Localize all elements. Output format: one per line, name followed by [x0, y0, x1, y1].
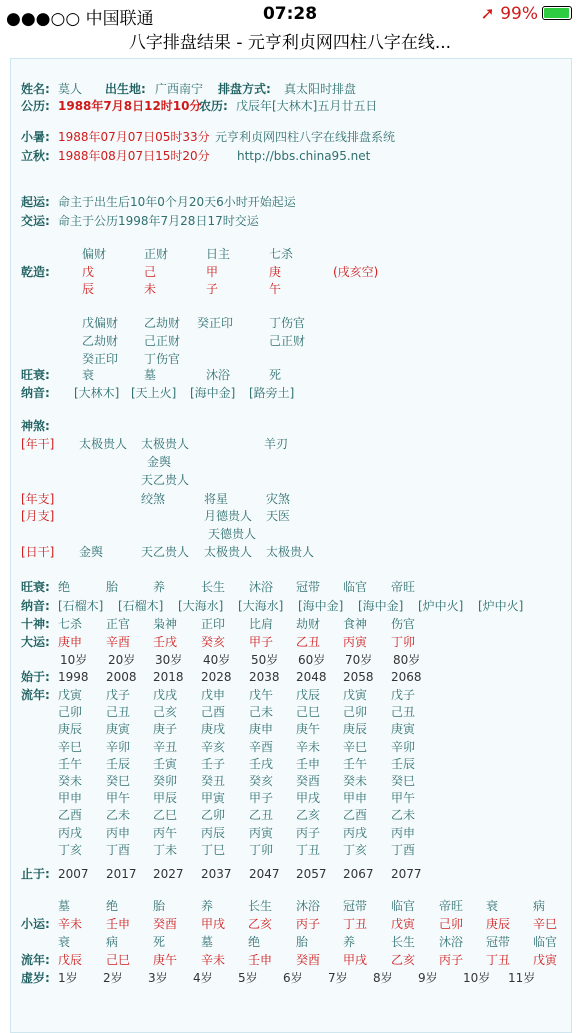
- xiaoyun-label: 小运:: [21, 917, 50, 931]
- birthplace-value: 广西南宁: [155, 82, 204, 96]
- zhi-cell: 子: [206, 282, 219, 296]
- liunian-cell: 壬申: [296, 756, 321, 771]
- dayun-end-cell: 2047: [249, 867, 280, 881]
- dayun-age-cell: 30岁: [155, 653, 183, 667]
- dayun-wangshuai-cell: 绝: [58, 580, 71, 594]
- method-value: 真太阳时排盘: [284, 82, 357, 96]
- liunian-cell: 辛酉: [249, 739, 274, 754]
- shensha-cell: 天医: [266, 509, 291, 523]
- wangshuai-cell: 衰: [82, 368, 95, 382]
- xiaoyun-cell: 庚辰: [486, 917, 511, 931]
- dayun-age-cell: 40岁: [203, 653, 231, 667]
- liunian-cell: 甲申: [58, 791, 83, 806]
- shishen-cell: 偏财: [82, 247, 107, 261]
- liunian-cell: 癸未: [343, 774, 368, 788]
- liunian-cell: 丙辰: [201, 825, 226, 840]
- location-arrow-icon: ➚: [480, 4, 495, 24]
- method-label: 排盘方式:: [218, 82, 271, 96]
- solar-value: 1988年7月8日12时10分: [58, 99, 202, 113]
- dayun-nayin-cell: [石榴木]: [58, 599, 104, 613]
- liunian-cell: 乙酉: [343, 808, 368, 823]
- liunian-cell: 丙子: [296, 825, 321, 840]
- xiaoyun-mid-cell: 绝: [248, 935, 261, 949]
- xiaoyun-top-cell: 绝: [106, 899, 119, 913]
- liunian-cell: 癸酉: [296, 774, 321, 788]
- liunian-cell: 乙未: [391, 808, 416, 823]
- xiaoyun-cell: 辛巳: [533, 917, 558, 931]
- liunian-cell: 丁亥: [58, 842, 83, 857]
- nayin-cell: [大林木]: [74, 386, 120, 400]
- liunian-cell: 庚戌: [201, 722, 226, 737]
- shensha-cell: 金舆: [79, 545, 104, 559]
- liunian-cell: 丙戌: [343, 825, 368, 840]
- shishen-cell: 七杀: [269, 247, 294, 261]
- liunian-cell: 甲申: [343, 791, 368, 806]
- nav-title: 八字排盘结果 - 元亨利贞网四柱八字在线...: [128, 33, 452, 53]
- liunian-cell: 己巳: [296, 705, 321, 720]
- xiaoyun-liunian-cell: 丁丑: [486, 953, 511, 967]
- xiaoyun-top-cell: 冠带: [343, 899, 368, 913]
- liunian-cell: 戊辰: [296, 688, 321, 702]
- dayun-cell: 丁卯: [391, 635, 416, 649]
- site-name: 元亨利贞网四柱八字在线排盘系统: [215, 130, 396, 144]
- dayun-end-cell: 2007: [58, 867, 89, 881]
- xiaoyun-mid-cell: 沐浴: [439, 935, 464, 949]
- zhi-cell: 未: [144, 282, 157, 296]
- dayun-start-cell: 2028: [201, 670, 232, 684]
- xiaoyun-top-cell: 帝旺: [439, 899, 464, 913]
- name-label: 姓名:: [21, 82, 50, 96]
- liunian-cell: 庚寅: [391, 722, 416, 737]
- battery-icon: [542, 6, 572, 20]
- xiaoyun-mid-cell: 冠带: [486, 935, 511, 949]
- liunian-cell: 乙巳: [153, 808, 178, 823]
- name-value: 莫人: [58, 82, 83, 96]
- xiaoyun-cell: 辛未: [58, 917, 83, 931]
- nayin-label: 纳音:: [21, 386, 50, 400]
- xiaoyun-liunian-cell: 辛未: [201, 953, 226, 967]
- dayun-start-label: 始于:: [21, 670, 50, 684]
- liunian-cell: 乙酉: [58, 808, 83, 823]
- xiaoyun-cell: 丙子: [296, 917, 321, 931]
- liunian-cell: 己亥: [153, 705, 178, 720]
- xiaoyun-age-label: 虚岁:: [21, 971, 50, 985]
- nayin-cell: [天上火]: [131, 386, 177, 400]
- result-panel: [10, 58, 572, 1033]
- battery-percent: 99%: [500, 4, 538, 24]
- xiaoyun-age-cell: 10岁: [463, 971, 491, 985]
- liunian-cell: 丁丑: [296, 842, 321, 857]
- xiaoyun-top-cell: 胎: [153, 899, 166, 913]
- xiaoyun-cell: 丁丑: [343, 917, 368, 931]
- liunian-cell: 庚子: [153, 722, 178, 737]
- xiaoyun-mid-cell: 衰: [58, 935, 71, 949]
- dayun-start-cell: 2018: [153, 670, 184, 684]
- liunian-cell: 辛丑: [153, 739, 178, 754]
- liunian-cell: 癸巳: [391, 774, 416, 788]
- xiaoyun-mid-cell: 养: [343, 935, 356, 949]
- dayun-cell: 庚申: [58, 635, 83, 649]
- dayun-liunian-label: 流年:: [21, 688, 50, 702]
- dayun-wangshuai-cell: 临官: [343, 580, 368, 594]
- canggan-cell: 己正财: [269, 334, 306, 348]
- liunian-cell: 辛卯: [391, 739, 416, 754]
- zhi-cell: 辰: [82, 282, 95, 296]
- liunian-cell: 甲午: [391, 791, 416, 806]
- shishen-cell: 正财: [144, 247, 169, 261]
- liunian-cell: 己丑: [106, 705, 131, 720]
- dayun-wangshuai-cell: 沐浴: [249, 580, 274, 594]
- liunian-cell: 辛巳: [58, 739, 83, 754]
- status-time: 07:28: [262, 4, 318, 24]
- xiaoyun-age-cell: 7岁: [328, 971, 348, 985]
- dayun-wangshuai-cell: 养: [153, 580, 166, 594]
- liunian-cell: 乙亥: [296, 808, 321, 823]
- xiaoyun-cell: 戊寅: [391, 917, 416, 931]
- xiaoyun-liunian-cell: 甲戌: [343, 953, 368, 967]
- canggan-cell: 乙劫财: [82, 334, 119, 348]
- canggan-cell: 己正财: [144, 334, 181, 348]
- liunian-cell: 庚申: [249, 722, 274, 737]
- shensha-row-label: [日干]: [21, 545, 55, 559]
- liunian-cell: 己酉: [201, 705, 226, 720]
- jiaoyun-label: 交运:: [21, 214, 50, 228]
- liunian-cell: 癸丑: [201, 774, 226, 788]
- qiyun-label: 起运:: [21, 195, 50, 209]
- dayun-start-cell: 2048: [296, 670, 327, 684]
- liunian-cell: 丙戌: [58, 825, 83, 840]
- xiaoyun-top-cell: 养: [201, 899, 214, 913]
- shensha-cell: 金舆: [147, 455, 172, 469]
- liunian-cell: 甲辰: [153, 791, 178, 806]
- shensha-row-label: [月支]: [21, 509, 55, 523]
- liunian-cell: 丁酉: [391, 842, 416, 857]
- liunian-cell: 己卯: [58, 705, 83, 720]
- liunian-cell: 乙丑: [249, 808, 274, 823]
- lunar-label: 农历:: [199, 99, 228, 113]
- dayun-cell: 壬戌: [153, 635, 178, 649]
- liunian-cell: 丙午: [153, 825, 178, 840]
- liunian-cell: 丙申: [391, 825, 416, 840]
- liunian-cell: 丁巳: [201, 842, 226, 857]
- liunian-cell: 甲子: [249, 791, 274, 806]
- liunian-cell: 壬戌: [249, 756, 274, 771]
- liunian-cell: 丁亥: [343, 842, 368, 857]
- xiaoyun-top-cell: 衰: [486, 899, 499, 913]
- shensha-cell: 天乙贵人: [141, 473, 190, 487]
- lunar-value: 戊辰年[大林木]五月廿五日: [236, 99, 378, 113]
- canggan-cell: 戊偏财: [82, 316, 119, 330]
- dayun-shishen-cell: 正印: [201, 617, 226, 631]
- xiaoyun-liunian-cell: 癸酉: [296, 953, 321, 967]
- dayun-nayin-cell: [海中金]: [298, 599, 344, 613]
- shensha-label: 神煞:: [21, 419, 50, 433]
- liunian-cell: 戊午: [249, 688, 274, 702]
- dayun-label: 大运:: [21, 635, 50, 649]
- liunian-cell: 辛亥: [201, 739, 226, 754]
- jiaoyun-value: 命主于公历1998年7月28日17时交运: [58, 214, 259, 228]
- liunian-cell: 丁酉: [106, 842, 131, 857]
- xiaoyun-liunian-cell: 戊辰: [58, 953, 83, 967]
- dayun-end-label: 止于:: [21, 867, 50, 881]
- gan-cell: 戊: [82, 265, 95, 279]
- shensha-row-label: [年支]: [21, 492, 55, 506]
- liunian-cell: 己未: [249, 705, 274, 720]
- xiaoyun-age-cell: 5岁: [238, 971, 258, 985]
- dayun-shishen-cell: 劫财: [296, 617, 321, 631]
- status-right: [481, 4, 572, 24]
- shensha-cell: 太极贵人: [204, 545, 253, 559]
- shensha-cell: 将星: [204, 492, 229, 506]
- dayun-cell: 辛酉: [106, 635, 131, 649]
- dayun-end-cell: 2057: [296, 867, 327, 881]
- wangshuai-cell: 沐浴: [206, 368, 231, 382]
- liunian-cell: 戊戌: [153, 688, 178, 702]
- liunian-cell: 丁卯: [249, 842, 274, 857]
- shensha-cell: 绞煞: [141, 492, 166, 506]
- liunian-cell: 戊子: [391, 688, 416, 702]
- xiaoyun-liunian-cell: 乙亥: [391, 953, 416, 967]
- dayun-start-cell: 2068: [391, 670, 422, 684]
- xiaoyun-liunian-cell: 壬申: [248, 953, 273, 967]
- shishen-cell: 日主: [206, 247, 231, 261]
- dayun-start-cell: 2008: [106, 670, 137, 684]
- shensha-cell: 灾煞: [266, 492, 291, 506]
- gan-cell: 庚: [269, 265, 282, 279]
- dayun-age-cell: 20岁: [108, 653, 136, 667]
- xiaoshu-label: 小暑:: [21, 130, 50, 144]
- xiaoyun-age-cell: 6岁: [283, 971, 303, 985]
- birthplace-label: 出生地:: [105, 82, 146, 96]
- xiaoyun-top-cell: 沐浴: [296, 899, 321, 913]
- dayun-nayin-label: 纳音:: [21, 599, 50, 613]
- canggan-cell: 丁伤官: [144, 352, 181, 366]
- liunian-cell: 壬子: [201, 756, 226, 771]
- xiaoyun-age-cell: 3岁: [148, 971, 168, 985]
- dayun-shishen-cell: 比肩: [249, 617, 274, 631]
- xiaoyun-cell: 乙亥: [248, 917, 273, 931]
- shensha-cell: 太极贵人: [266, 545, 315, 559]
- qianzao-label: 乾造:: [21, 265, 50, 279]
- gan-cell: 甲: [206, 265, 219, 279]
- liunian-cell: 庚午: [296, 722, 321, 737]
- dayun-age-cell: 70岁: [345, 653, 373, 667]
- liunian-cell: 癸亥: [249, 774, 274, 788]
- dayun-wangshuai-cell: 长生: [201, 580, 226, 594]
- liunian-cell: 辛未: [296, 739, 321, 754]
- liunian-cell: 甲戌: [296, 791, 321, 806]
- shensha-row-label: [年干]: [21, 437, 55, 451]
- wangshuai-cell: 墓: [144, 368, 157, 382]
- dayun-shishen-cell: 食神: [343, 617, 368, 631]
- liunian-cell: 乙未: [106, 808, 131, 823]
- xiaoyun-top-cell: 病: [533, 899, 546, 913]
- dayun-end-cell: 2077: [391, 867, 422, 881]
- dayun-shishen-cell: 七杀: [58, 617, 83, 631]
- shensha-cell: 羊刃: [264, 437, 289, 451]
- canggan-cell: 癸正印: [197, 316, 234, 330]
- shensha-cell: 月德贵人: [204, 509, 253, 523]
- liunian-cell: 庚寅: [106, 722, 131, 737]
- xiaoyun-top-cell: 墓: [58, 899, 71, 913]
- liunian-cell: 丙寅: [249, 825, 274, 840]
- status-bar: [0, 0, 580, 28]
- dayun-cell: 癸亥: [201, 635, 226, 649]
- xiaoyun-liunian-cell: 己巳: [106, 953, 131, 967]
- dayun-shishen-cell: 正官: [106, 617, 131, 631]
- xiaoyun-age-cell: 4岁: [193, 971, 213, 985]
- liunian-cell: 壬午: [343, 756, 368, 771]
- shensha-cell: 太极贵人: [141, 437, 190, 451]
- dayun-age-cell: 60岁: [298, 653, 326, 667]
- dayun-end-cell: 2027: [153, 867, 184, 881]
- xiaoyun-mid-cell: 死: [153, 935, 166, 949]
- wangshuai-cell: 死: [269, 368, 282, 382]
- kong-value: (戌亥空): [333, 265, 379, 279]
- dayun-age-cell: 10岁: [60, 653, 88, 667]
- canggan-cell: 乙劫财: [144, 316, 181, 330]
- nayin-cell: [海中金]: [190, 386, 236, 400]
- liunian-cell: 乙卯: [201, 808, 226, 823]
- carrier-signal: ●●●○○ 中国联通: [6, 9, 154, 29]
- dayun-age-cell: 50岁: [251, 653, 279, 667]
- dayun-nayin-cell: [炉中火]: [418, 599, 464, 613]
- liqiu-value: 1988年08月07日15时20分: [58, 149, 210, 163]
- liunian-cell: 壬午: [58, 756, 83, 771]
- dayun-age-cell: 80岁: [393, 653, 421, 667]
- liunian-cell: 丁未: [153, 842, 178, 857]
- dayun-nayin-cell: [大海水]: [238, 599, 284, 613]
- liunian-cell: 庚辰: [343, 722, 368, 737]
- dayun-nayin-cell: [石榴木]: [118, 599, 164, 613]
- dayun-shishen-cell: 枭神: [153, 617, 178, 631]
- liunian-cell: 戊寅: [58, 688, 83, 702]
- dayun-start-cell: 2058: [343, 670, 374, 684]
- dayun-cell: 乙丑: [296, 635, 321, 649]
- xiaoyun-top-cell: 临官: [391, 899, 416, 913]
- dayun-end-cell: 2017: [106, 867, 137, 881]
- xiaoyun-cell: 甲戌: [201, 917, 226, 931]
- liqiu-label: 立秋:: [21, 149, 50, 163]
- xiaoyun-mid-cell: 胎: [296, 935, 309, 949]
- liunian-cell: 辛卯: [106, 739, 131, 754]
- liunian-cell: 戊子: [106, 688, 131, 702]
- shensha-cell: 天德贵人: [208, 527, 257, 541]
- xiaoyun-age-cell: 1岁: [58, 971, 78, 985]
- dayun-nayin-cell: [大海水]: [178, 599, 224, 613]
- xiaoyun-age-cell: 2岁: [103, 971, 123, 985]
- xiaoyun-age-cell: 9岁: [418, 971, 438, 985]
- liunian-cell: 己丑: [391, 705, 416, 720]
- liunian-cell: 丙申: [106, 825, 131, 840]
- xiaoyun-cell: 壬申: [106, 917, 131, 931]
- dayun-shishen-cell: 伤官: [391, 617, 416, 631]
- qiyun-value: 命主于出生后10年0个月20天6小时开始起运: [58, 195, 296, 209]
- wangshuai-label: 旺衰:: [21, 368, 50, 382]
- xiaoyun-liunian-cell: 戊寅: [533, 953, 558, 967]
- xiaoshu-value: 1988年07月07日05时33分: [58, 130, 210, 144]
- gan-cell: 己: [144, 265, 157, 279]
- dayun-shishen-label: 十神:: [21, 617, 50, 631]
- dayun-wangshuai-cell: 帝旺: [391, 580, 416, 594]
- dayun-wangshuai-cell: 冠带: [296, 580, 321, 594]
- liunian-cell: 甲寅: [201, 791, 226, 806]
- dayun-end-cell: 2067: [343, 867, 374, 881]
- dayun-start-cell: 2038: [249, 670, 280, 684]
- canggan-cell: 丁伤官: [269, 316, 306, 330]
- xiaoyun-top-cell: 长生: [248, 899, 273, 913]
- xiaoyun-liunian-label: 流年:: [21, 953, 50, 967]
- xiaoyun-age-cell: 8岁: [373, 971, 393, 985]
- dayun-nayin-cell: [炉中火]: [478, 599, 524, 613]
- xiaoyun-liunian-cell: 庚午: [153, 953, 178, 967]
- liunian-cell: 壬辰: [391, 756, 416, 771]
- xiaoyun-mid-cell: 临官: [533, 935, 558, 949]
- xiaoyun-mid-cell: 病: [106, 935, 119, 949]
- dayun-nayin-cell: [海中金]: [358, 599, 404, 613]
- liunian-cell: 甲午: [106, 791, 131, 806]
- liunian-cell: 壬寅: [153, 756, 178, 771]
- xiaoyun-mid-cell: 长生: [391, 935, 416, 949]
- shensha-cell: 天乙贵人: [141, 545, 190, 559]
- xiaoyun-cell: 己卯: [439, 917, 464, 931]
- xiaoyun-mid-cell: 墓: [201, 935, 214, 949]
- liunian-cell: 癸未: [58, 774, 83, 788]
- liunian-cell: 癸巳: [106, 774, 131, 788]
- xiaoyun-cell: 癸酉: [153, 917, 178, 931]
- dayun-wangshuai-cell: 胎: [106, 580, 119, 594]
- liunian-cell: 己卯: [343, 705, 368, 720]
- canggan-cell: 癸正印: [82, 352, 119, 366]
- liunian-cell: 癸卯: [153, 774, 178, 788]
- xiaoyun-age-cell: 11岁: [508, 971, 536, 985]
- dayun-cell: 丙寅: [343, 635, 368, 649]
- xiaoyun-liunian-cell: 丙子: [439, 953, 464, 967]
- dayun-wangshuai-label: 旺衰:: [21, 580, 50, 594]
- zhi-cell: 午: [269, 282, 282, 296]
- shensha-cell: 太极贵人: [79, 437, 128, 451]
- liunian-cell: 庚辰: [58, 722, 83, 737]
- dayun-start-cell: 1998: [58, 670, 89, 684]
- liunian-cell: 辛巳: [343, 739, 368, 754]
- liunian-cell: 戊寅: [343, 688, 368, 702]
- nayin-cell: [路旁土]: [249, 386, 295, 400]
- dayun-cell: 甲子: [249, 635, 274, 649]
- dayun-end-cell: 2037: [201, 867, 232, 881]
- liunian-cell: 戊申: [201, 688, 226, 702]
- site-link[interactable]: http://bbs.china95.net: [237, 149, 371, 163]
- liunian-cell: 壬辰: [106, 756, 131, 771]
- solar-label: 公历:: [21, 99, 50, 113]
